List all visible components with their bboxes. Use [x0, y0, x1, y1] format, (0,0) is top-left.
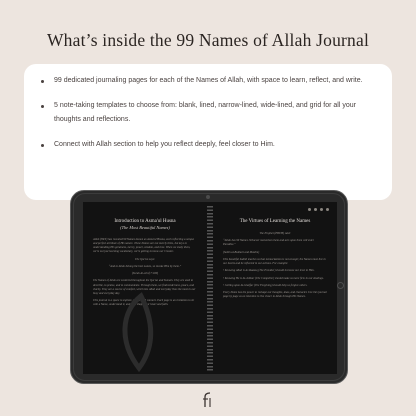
- right-page-title: The Virtues of Learning the Names: [239, 219, 311, 224]
- tablet-side-button: [337, 282, 344, 289]
- tab-dot-icon[interactable]: [326, 208, 329, 211]
- left-page-paragraph: Allah (SWT) has revealed 99 Names known as Asma'ul Husna, each reflecting a unique and perfect attribute of His nature. These Names are not merely titles, but keys to understanding His greatness, mercy, power, wisdom, and love. When we study them, we're not just learning vocabulary, we're getting to know our Creator.: [93, 237, 195, 254]
- left-page-paragraph: This journal is a space to explore, reflect, and connect. Each page is an invitation to sit with a Name, understand it, and let it shape your heart and faith.: [93, 297, 195, 307]
- right-page-paragraph: • Knowing He is Al-Jabbar (The Compeller) should make us more firm in our dealings.: [223, 275, 324, 280]
- left-page-paragraph: “And to Allah belong the best names, so invoke Him by them.”: [108, 263, 182, 268]
- left-page-paragraph: (Surah Al-A'raf 7:180): [131, 271, 159, 276]
- feature-item: 99 dedicated journaling pages for each of the Names of Allah, with space to learn, reflect, and write.: [40, 74, 374, 88]
- right-page-paragraph: (Sahih al-Bukhari and Muslim): [223, 249, 260, 254]
- left-page-paragraph: The Names of Allah are scattered throughout the Qur'an and Sunnah. They are used to describe, to praise, and to communicate. Through them, we find tenderness, peace, and clarity. They are a source of comfort, which ties Allah and everyday lives the most in our busy and everyday day.: [93, 278, 196, 295]
- right-page-paragraph: • Knowing Allah is Ar-Razzaq (The Provider) should increase our trust in Him.: [223, 268, 315, 273]
- page-tab-icons: [308, 208, 329, 211]
- feature-item: Connect with Allah section to help you reflect deeply, feel closer to Him.: [40, 138, 374, 152]
- decorative-swirl-icon: [111, 292, 171, 372]
- left-page-paragraph: The Qur'an says:: [135, 256, 155, 261]
- tablet-screen: [83, 202, 337, 374]
- brand-logo-icon: [201, 392, 215, 408]
- camera-dot: [206, 195, 210, 199]
- journal-left-page: [83, 202, 207, 374]
- feature-item: 5 note-taking templates to choose from: blank, lined, narrow-lined, wide-lined, and grid for all your thoughts and reflections.: [40, 99, 374, 127]
- page-title: What’s inside the 99 Names of Allah Journal: [46, 30, 370, 50]
- right-page-paragraph: • Calling upon Al-Ghaffar (The Forgiving) should help us forgive others.: [223, 282, 308, 287]
- tab-dot-icon[interactable]: [308, 208, 311, 211]
- right-page-paragraph: This beautiful hadith teaches us that memorization is not enough; the Names must live in our hearts and be reflected in our actions. For example:: [223, 256, 326, 266]
- left-page-title: Introduction to Asma'ul Husna: [114, 219, 176, 224]
- right-page-paragraph: “Allah has 99 Names. Whoever memorizes them and acts upon them will enter Paradise.”: [223, 238, 314, 247]
- right-page-paragraph: Every Name has the power to reshape our thoughts, duas, and character. Use this journal page by page as an intention to live closer to Allah through His Names.: [223, 290, 327, 299]
- journal-right-page: [213, 202, 337, 374]
- right-page-paragraph: The Prophet (PBUH) said:: [259, 231, 291, 235]
- tab-dot-icon[interactable]: [314, 208, 317, 211]
- features-card: [24, 64, 392, 200]
- tablet-mockup: [70, 190, 348, 384]
- tab-dot-icon[interactable]: [320, 208, 323, 211]
- left-page-subtitle: (The Most Beautiful Names): [120, 225, 170, 230]
